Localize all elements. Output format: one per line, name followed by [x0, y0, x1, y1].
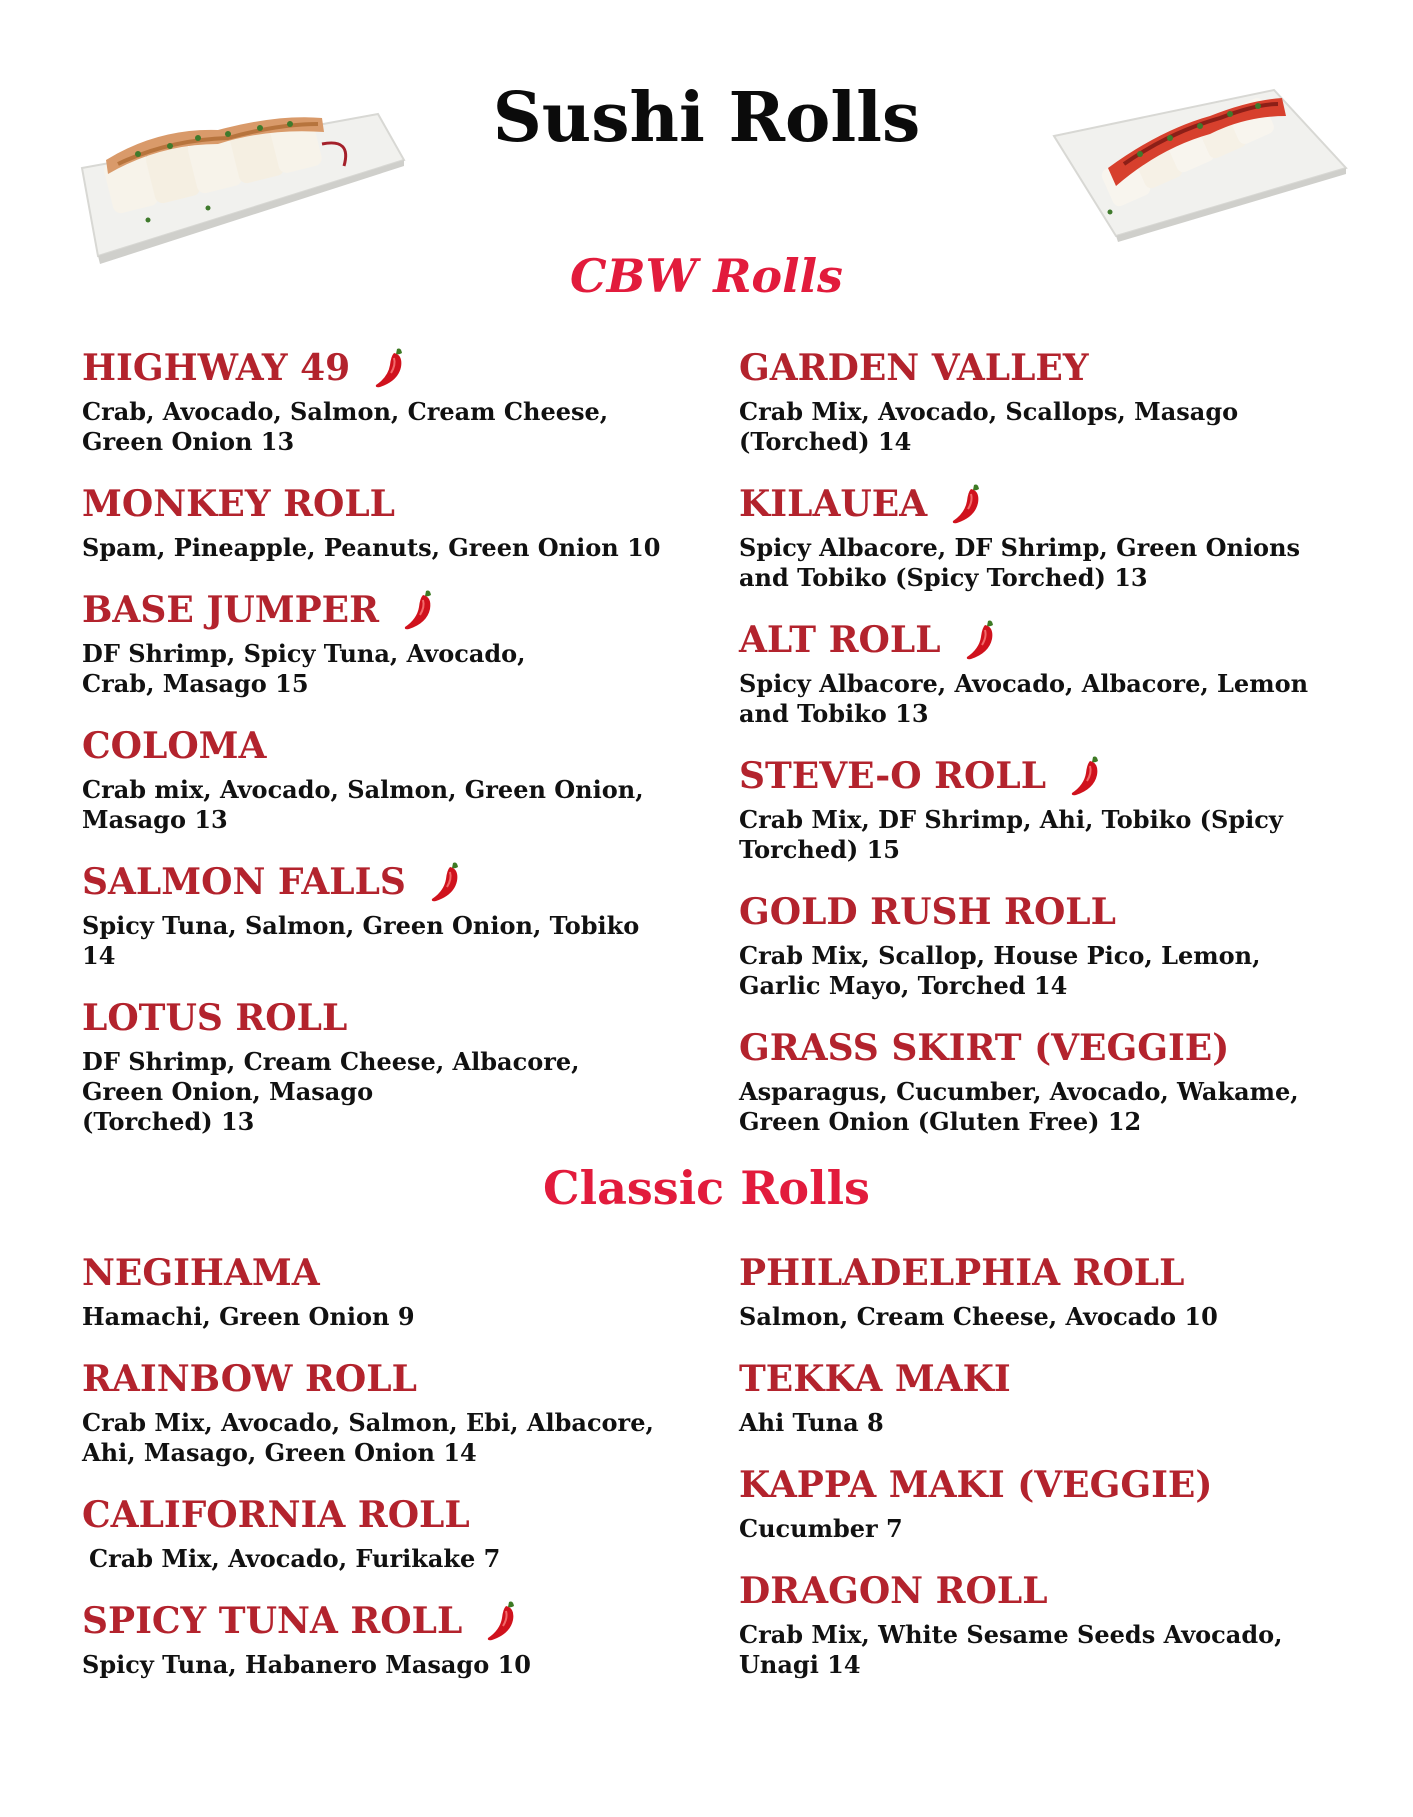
menu-item-name — [739, 1568, 1379, 1614]
menu-item — [82, 481, 722, 563]
menu-item-name — [82, 1492, 722, 1538]
menu-item-description: DF Shrimp, Cream Cheese, Albacore, Green Onion, Masago (Torched) 13 — [82, 1047, 580, 1136]
menu-item-name — [82, 1356, 722, 1402]
menu-item-name — [739, 481, 1379, 527]
menu-item-name-text: SALMON FALLS — [82, 861, 406, 903]
menu-item-name — [739, 1462, 1379, 1508]
menu-item-description: Crab Mix, Scallop, House Pico, Lemon, Garlic Mayo, Torched 14 — [739, 941, 1261, 1000]
menu-item-name-text: CALIFORNIA ROLL — [82, 1494, 470, 1536]
menu-item-name-text: MONKEY ROLL — [82, 483, 395, 525]
menu-item-description: Crab mix, Avocado, Salmon, Green Onion, Masago 13 — [82, 775, 644, 834]
menu-item — [82, 345, 722, 457]
menu-item-name — [82, 859, 722, 905]
menu-item-description: Crab Mix, Avocado, Salmon, Ebi, Albacore, Ahi, Masago, Green Onion 14 — [82, 1408, 654, 1467]
chili-pepper-icon — [1068, 753, 1104, 799]
menu-item-name-text: STEVE-O ROLL — [739, 755, 1047, 797]
menu-item-description: Crab Mix, Avocado, Furikake 7 — [89, 1544, 501, 1573]
menu-item-name-text: GARDEN VALLEY — [739, 347, 1089, 389]
menu-item-description: Spicy Tuna, Salmon, Green Onion, Tobiko 14 — [82, 911, 640, 970]
menu-item — [739, 1250, 1379, 1332]
menu-item-description: Crab Mix, Avocado, Scallops, Masago (Torched) 14 — [739, 397, 1239, 456]
menu-item-name-text: KAPPA MAKI (VEGGIE) — [739, 1464, 1213, 1506]
menu-item-name-text: LOTUS ROLL — [82, 997, 348, 1039]
menu-item-description: Spicy Albacore, Avocado, Albacore, Lemon and Tobiko 13 — [739, 669, 1309, 728]
menu-item-name — [739, 345, 1379, 391]
menu-item — [82, 1598, 722, 1680]
chili-pepper-icon — [428, 859, 464, 905]
menu-item-name — [739, 889, 1379, 935]
menu-item — [739, 889, 1379, 1001]
menu-item — [739, 1025, 1379, 1137]
chili-pepper-icon — [484, 1598, 520, 1644]
classic-rolls-right-column — [739, 1250, 1379, 1680]
menu-item-name-text: GRASS SKIRT (VEGGIE) — [739, 1027, 1230, 1069]
menu-item-name-text: DRAGON ROLL — [739, 1570, 1048, 1612]
menu-item — [739, 345, 1379, 457]
menu-item-description: DF Shrimp, Spicy Tuna, Avocado, Crab, Masago 15 — [82, 639, 526, 698]
classic-rolls-left-column — [82, 1250, 722, 1680]
menu-item-name — [739, 753, 1379, 799]
menu-item-name-text: SPICY TUNA ROLL — [82, 1600, 463, 1642]
chili-pepper-icon — [963, 617, 999, 663]
cbw-rolls-left-column — [82, 345, 722, 1137]
cbw-rolls-heading: CBW Rolls — [570, 249, 843, 303]
menu-item-name — [82, 481, 722, 527]
menu-item-name-text: RAINBOW ROLL — [82, 1358, 417, 1400]
menu-item-name-text: NEGIHAMA — [82, 1252, 320, 1294]
menu-item-name — [739, 1356, 1379, 1402]
menu-item-name-text: PHILADELPHIA ROLL — [739, 1252, 1185, 1294]
menu-item-name — [739, 1025, 1379, 1071]
menu-item-name — [82, 723, 722, 769]
menu-item-name-text: TEKKA MAKI — [739, 1358, 1011, 1400]
menu-item-name — [82, 995, 722, 1041]
menu-item-description: Spicy Tuna, Habanero Masago 10 — [82, 1650, 531, 1679]
menu-item-name — [82, 345, 722, 391]
menu-item — [82, 1492, 722, 1574]
menu-item-name-text: BASE JUMPER — [82, 589, 380, 631]
menu-item — [82, 587, 722, 699]
menu-item-description: Crab Mix, White Sesame Seeds Avocado, Unagi 14 — [739, 1620, 1283, 1679]
menu-item — [739, 1356, 1379, 1438]
menu-item-name — [739, 1250, 1379, 1296]
chili-pepper-icon — [372, 345, 408, 391]
menu-item-description: Hamachi, Green Onion 9 — [82, 1302, 415, 1331]
menu-item-name — [82, 587, 722, 633]
menu-item — [82, 1250, 722, 1332]
menu-item — [739, 1462, 1379, 1544]
menu-item-description: Ahi Tuna 8 — [739, 1408, 884, 1437]
menu-item-name-text: COLOMA — [82, 725, 267, 767]
menu-item — [82, 1356, 722, 1468]
chili-pepper-icon — [949, 481, 985, 527]
menu-item-description: Spicy Albacore, DF Shrimp, Green Onions and Tobiko (Spicy Torched) 13 — [739, 533, 1301, 592]
chili-pepper-icon — [401, 587, 437, 633]
menu-item — [739, 617, 1379, 729]
menu-item-description: Asparagus, Cucumber, Avocado, Wakame, Green Onion (Gluten Free) 12 — [739, 1077, 1299, 1136]
menu-item-name-text: HIGHWAY 49 — [82, 347, 351, 389]
menu-item-description: Crab, Avocado, Salmon, Cream Cheese, Green Onion 13 — [82, 397, 609, 456]
menu-item-description: Crab Mix, DF Shrimp, Ahi, Tobiko (Spicy Torched) 15 — [739, 805, 1283, 864]
cbw-rolls-right-column — [739, 345, 1379, 1137]
menu-item-name — [82, 1598, 722, 1644]
menu-item — [82, 859, 722, 971]
menu-item-description: Spam, Pineapple, Peanuts, Green Onion 10 — [82, 533, 661, 562]
menu-item — [82, 995, 722, 1137]
menu-item-name-text: ALT ROLL — [739, 619, 941, 661]
menu-item — [739, 481, 1379, 593]
menu-item — [739, 753, 1379, 865]
menu-item-name — [82, 1250, 722, 1296]
menu-item-name-text: GOLD RUSH ROLL — [739, 891, 1116, 933]
menu-item — [82, 723, 722, 835]
menu-item — [739, 1568, 1379, 1680]
menu-item-name-text: KILAUEA — [739, 483, 928, 525]
menu-item-name — [739, 617, 1379, 663]
page-title: Sushi Rolls — [492, 78, 921, 158]
menu-item-description: Cucumber 7 — [739, 1514, 903, 1543]
classic-rolls-heading: Classic Rolls — [543, 1161, 870, 1215]
menu-item-description: Salmon, Cream Cheese, Avocado 10 — [739, 1302, 1218, 1331]
